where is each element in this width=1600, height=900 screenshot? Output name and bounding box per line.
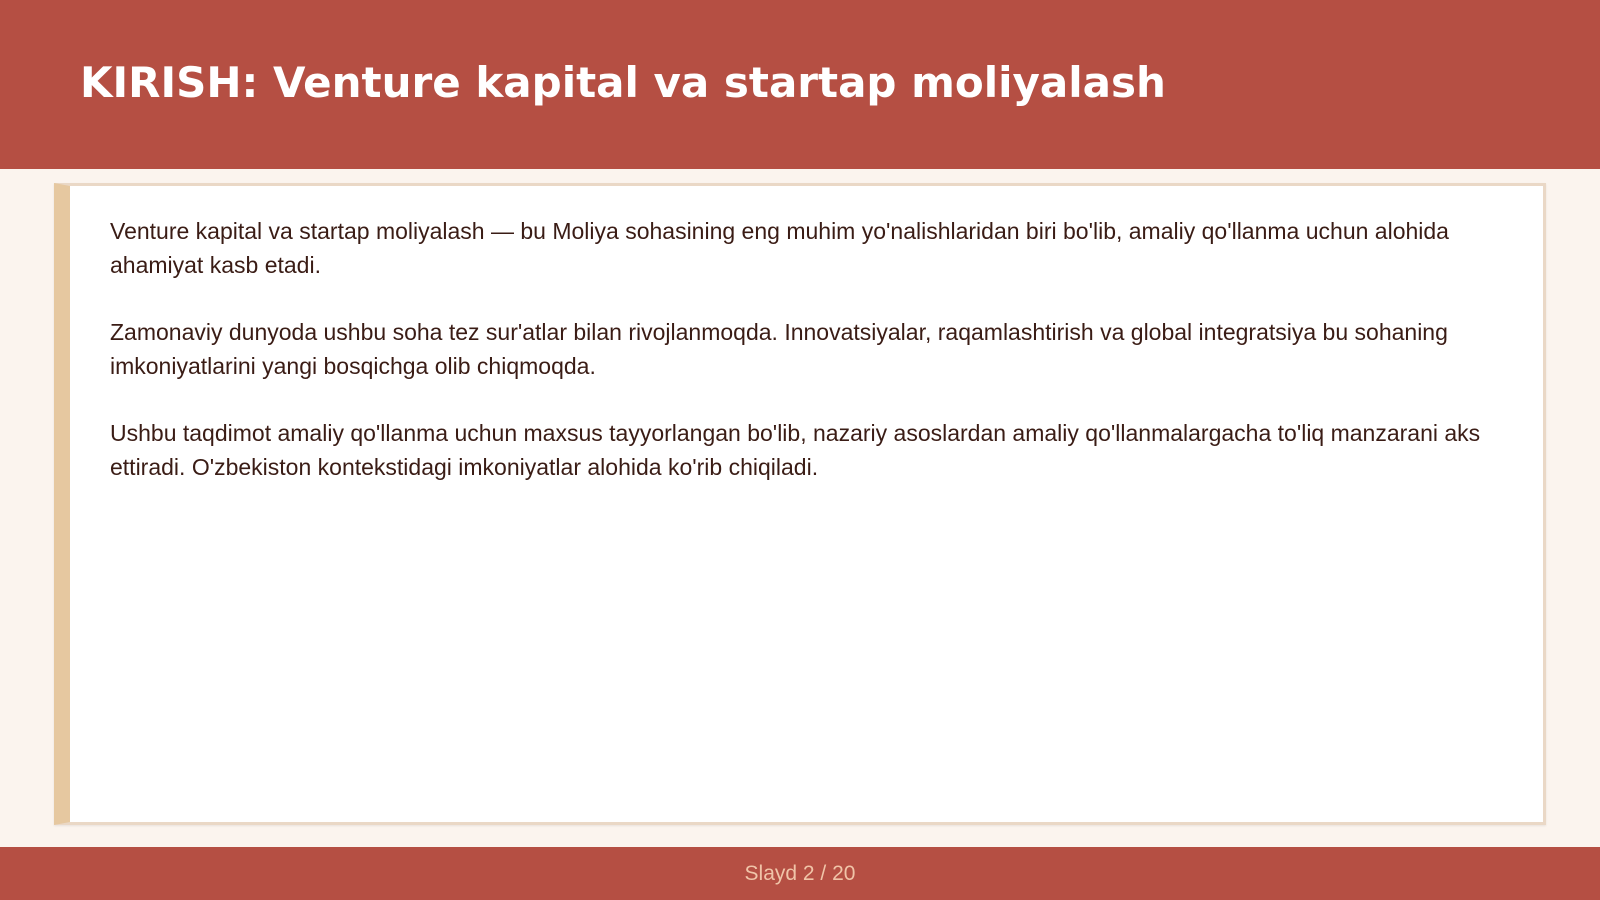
content-card — [54, 183, 1546, 825]
slide-number: Slayd 2 / 20 — [744, 861, 856, 885]
content-body — [110, 214, 1490, 517]
slide-header — [0, 0, 1600, 169]
slide-footer — [0, 847, 1600, 900]
slide-title: KIRISH: Venture kapital va startap moliyalash — [80, 58, 1166, 107]
intro-paragraph: Venture kapital va startap moliyalash — bu Moliya sohasining eng muhim yo'nalishlaridan biri bo'lib, amaliy qo'llanma uchun alohida ahamiyat kasb etadi. — [110, 218, 1449, 278]
presentation-purpose-paragraph: Ushbu taqdimot amaliy qo'llanma uchun maxsus tayyorlangan bo'lib, nazariy asoslardan amaliy qo'llanmalargacha to'liq manzarani aks ettiradi. O'zbekiston kontekstidagi imkoniyatlar alohida ko'rib chiqiladi. — [110, 420, 1481, 480]
modern-world-paragraph: Zamonaviy dunyoda ushbu soha tez sur'atlar bilan rivojlanmoqda. Innovatsiyalar, raqamlashtirish va global integratsiya bu sohaning imkoniyatlarini yangi bosqichga olib chiqmoqda. — [110, 319, 1448, 379]
